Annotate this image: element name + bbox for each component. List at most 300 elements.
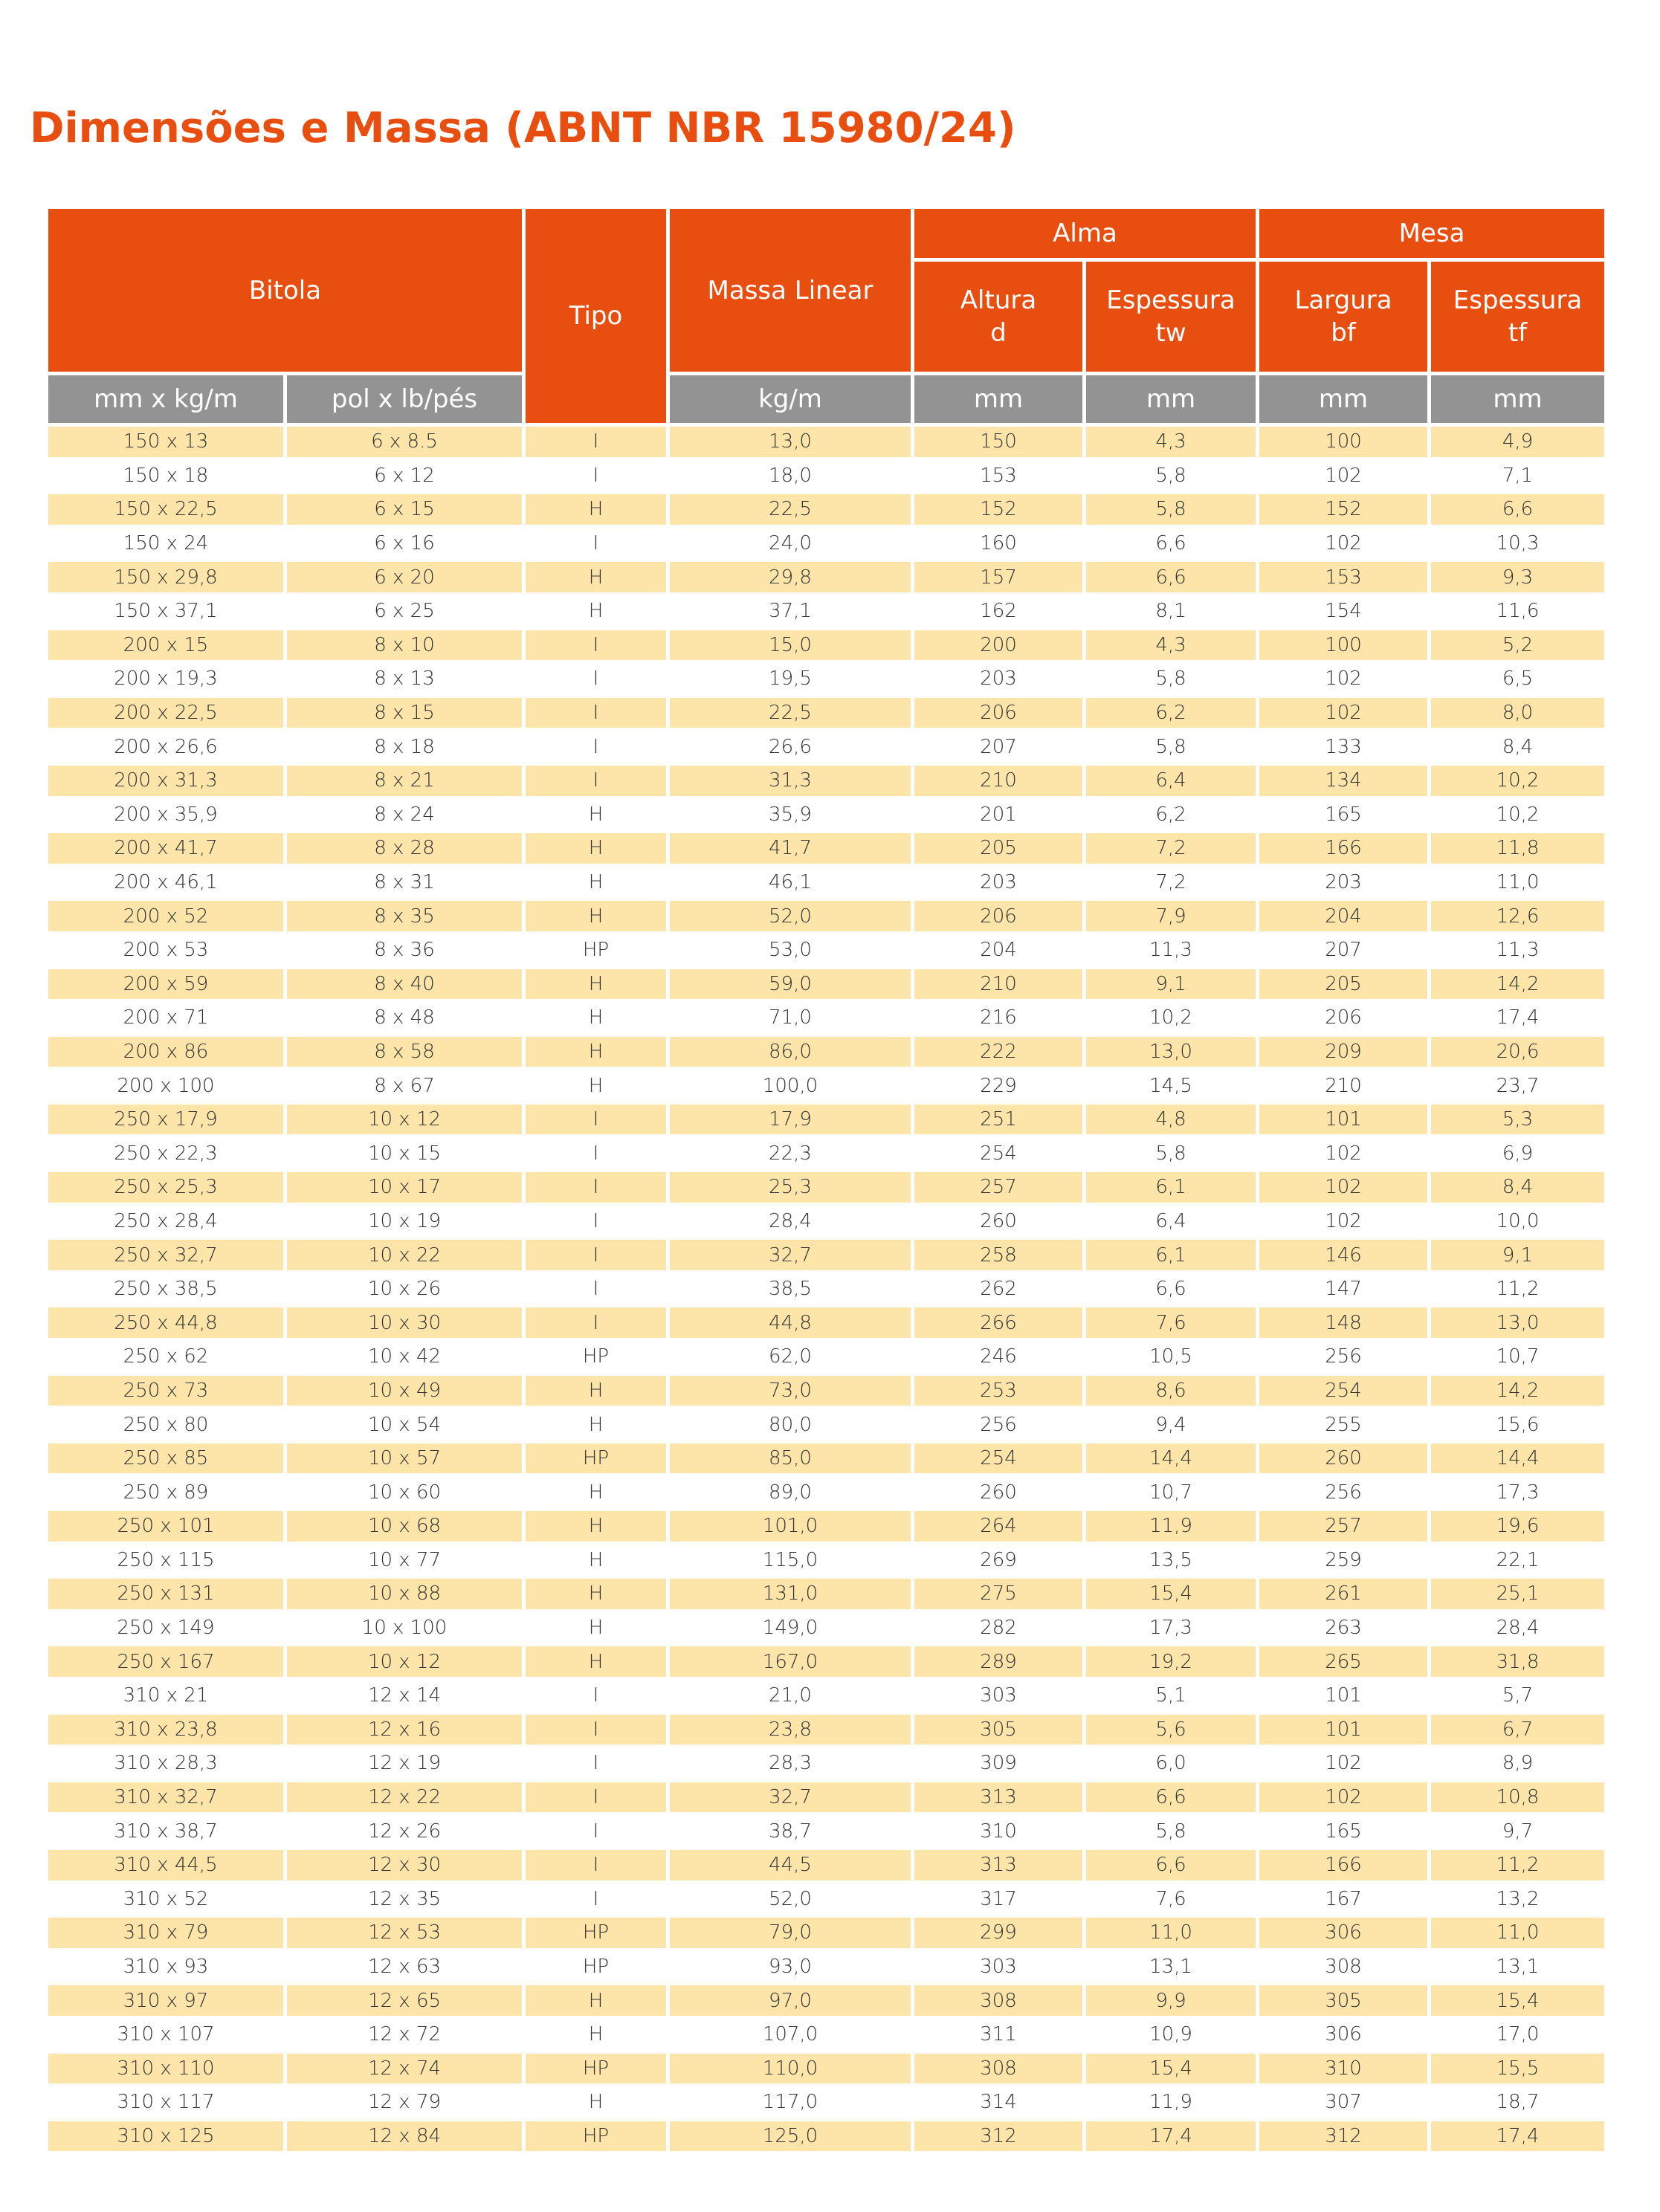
header-massa-linear: Massa Linear <box>670 209 911 372</box>
massa-linear-cell: 44,8 <box>670 1307 911 1338</box>
altura-cell: 204 <box>914 935 1082 966</box>
espessura-alma-cell: 4,8 <box>1086 1105 1256 1135</box>
largura-cell: 102 <box>1259 1138 1427 1168</box>
bitola-pol-cell: 10 x 17 <box>287 1172 522 1203</box>
unit-massa-linear: kg/m <box>670 375 911 423</box>
espessura-alma-cell: 7,2 <box>1086 867 1256 898</box>
espessura-alma-cell: 7,9 <box>1086 901 1256 931</box>
tipo-cell: I <box>526 1748 666 1779</box>
massa-linear-cell: 32,7 <box>670 1782 911 1813</box>
unit-espessura-mesa: mm <box>1431 375 1604 423</box>
massa-linear-cell: 86,0 <box>670 1037 911 1067</box>
bitola-mm-cell: 250 x 167 <box>48 1646 283 1677</box>
massa-linear-cell: 15,0 <box>670 630 911 661</box>
tipo-cell: I <box>526 1206 666 1237</box>
largura-cell: 102 <box>1259 1206 1427 1237</box>
altura-cell: 311 <box>914 2019 1082 2050</box>
table-row <box>48 698 1604 728</box>
table-row <box>48 1715 1604 1745</box>
bitola-mm-cell: 250 x 149 <box>48 1613 283 1643</box>
largura-cell: 100 <box>1259 630 1427 661</box>
table-row <box>48 1342 1604 1372</box>
espessura-alma-cell: 15,4 <box>1086 1579 1256 1609</box>
espessura-mesa-cell: 6,5 <box>1431 664 1604 694</box>
altura-cell: 210 <box>914 969 1082 1000</box>
header-altura <box>914 262 1082 372</box>
table-row <box>48 596 1604 627</box>
espessura-mesa-cell: 17,3 <box>1431 1477 1604 1507</box>
table-row <box>48 1952 1604 1982</box>
bitola-mm-cell: 150 x 22,5 <box>48 494 283 525</box>
altura-cell: 314 <box>914 2087 1082 2118</box>
table-row <box>48 1070 1604 1101</box>
table-row <box>48 935 1604 966</box>
espessura-alma-cell: 6,1 <box>1086 1240 1256 1270</box>
espessura-mesa-cell: 20,6 <box>1431 1037 1604 1067</box>
tipo-cell: I <box>526 1715 666 1745</box>
espessura-mesa-cell: 10,8 <box>1431 1782 1604 1813</box>
header-espessura-mesa-symbol: tf <box>1508 318 1528 348</box>
altura-cell: 257 <box>914 1172 1082 1203</box>
header-largura-symbol: bf <box>1331 318 1356 348</box>
massa-linear-cell: 28,4 <box>670 1206 911 1237</box>
espessura-alma-cell: 6,6 <box>1086 1782 1256 1813</box>
bitola-mm-cell: 310 x 125 <box>48 2121 283 2152</box>
table-row <box>48 1172 1604 1203</box>
table-row <box>48 833 1604 864</box>
largura-cell: 152 <box>1259 494 1427 525</box>
massa-linear-cell: 53,0 <box>670 935 911 966</box>
tipo-cell: H <box>526 867 666 898</box>
bitola-pol-cell: 12 x 26 <box>287 1816 522 1846</box>
altura-cell: 246 <box>914 1342 1082 1372</box>
espessura-alma-cell: 7,2 <box>1086 833 1256 864</box>
espessura-mesa-cell: 17,0 <box>1431 2019 1604 2050</box>
espessura-mesa-cell: 11,2 <box>1431 1274 1604 1304</box>
bitola-pol-cell: 10 x 26 <box>287 1274 522 1304</box>
largura-cell: 102 <box>1259 528 1427 559</box>
bitola-pol-cell: 10 x 68 <box>287 1511 522 1542</box>
unit-espessura-alma: mm <box>1086 375 1256 423</box>
espessura-mesa-cell: 8,4 <box>1431 1172 1604 1203</box>
massa-linear-cell: 23,8 <box>670 1715 911 1745</box>
espessura-mesa-cell: 18,7 <box>1431 2087 1604 2118</box>
largura-cell: 102 <box>1259 1782 1427 1813</box>
altura-cell: 313 <box>914 1782 1082 1813</box>
header-espessura-alma <box>1086 262 1256 372</box>
tipo-cell: I <box>526 1138 666 1168</box>
massa-linear-cell: 131,0 <box>670 1579 911 1609</box>
espessura-mesa-cell: 15,4 <box>1431 1985 1604 2016</box>
altura-cell: 157 <box>914 562 1082 592</box>
largura-cell: 307 <box>1259 2087 1427 2118</box>
massa-linear-cell: 125,0 <box>670 2121 911 2152</box>
tipo-cell: I <box>526 1884 666 1915</box>
altura-cell: 253 <box>914 1376 1082 1406</box>
espessura-alma-cell: 5,8 <box>1086 1138 1256 1168</box>
espessura-mesa-cell: 8,9 <box>1431 1748 1604 1779</box>
altura-cell: 206 <box>914 698 1082 728</box>
altura-cell: 216 <box>914 1003 1082 1033</box>
header-bitola: Bitola <box>48 209 522 372</box>
tipo-cell: H <box>526 969 666 1000</box>
bitola-pol-cell: 12 x 19 <box>287 1748 522 1779</box>
header-espessura-alma-label: Espessura <box>1106 285 1236 315</box>
massa-linear-cell: 149,0 <box>670 1613 911 1643</box>
tipo-cell: HP <box>526 1952 666 1982</box>
espessura-mesa-cell: 11,2 <box>1431 1850 1604 1880</box>
espessura-alma-cell: 7,6 <box>1086 1307 1256 1338</box>
tipo-cell: H <box>526 1545 666 1576</box>
largura-cell: 259 <box>1259 1545 1427 1576</box>
bitola-pol-cell: 8 x 15 <box>287 698 522 728</box>
unit-altura: mm <box>914 375 1082 423</box>
espessura-mesa-cell: 15,6 <box>1431 1409 1604 1440</box>
table-row <box>48 1443 1604 1474</box>
espessura-mesa-cell: 11,3 <box>1431 935 1604 966</box>
table-row <box>48 1816 1604 1846</box>
espessura-mesa-cell: 14,4 <box>1431 1443 1604 1474</box>
bitola-mm-cell: 310 x 44,5 <box>48 1850 283 1880</box>
espessura-alma-cell: 6,1 <box>1086 1172 1256 1203</box>
bitola-pol-cell: 12 x 16 <box>287 1715 522 1745</box>
table-row <box>48 1105 1604 1135</box>
altura-cell: 299 <box>914 1918 1082 1948</box>
largura-cell: 165 <box>1259 800 1427 830</box>
espessura-alma-cell: 17,4 <box>1086 2121 1256 2152</box>
massa-linear-cell: 31,3 <box>670 766 911 796</box>
espessura-alma-cell: 6,6 <box>1086 1274 1256 1304</box>
altura-cell: 275 <box>914 1579 1082 1609</box>
bitola-mm-cell: 200 x 26,6 <box>48 731 283 762</box>
altura-cell: 260 <box>914 1206 1082 1237</box>
tipo-cell: H <box>526 1511 666 1542</box>
largura-cell: 203 <box>1259 867 1427 898</box>
bitola-pol-cell: 10 x 49 <box>287 1376 522 1406</box>
massa-linear-cell: 38,7 <box>670 1816 911 1846</box>
tipo-cell: I <box>526 766 666 796</box>
bitola-pol-cell: 12 x 63 <box>287 1952 522 1982</box>
bitola-mm-cell: 310 x 21 <box>48 1681 283 1711</box>
espessura-alma-cell: 6,6 <box>1086 528 1256 559</box>
bitola-mm-cell: 250 x 44,8 <box>48 1307 283 1338</box>
espessura-alma-cell: 5,8 <box>1086 731 1256 762</box>
bitola-pol-cell: 8 x 13 <box>287 664 522 694</box>
espessura-alma-cell: 4,3 <box>1086 427 1256 457</box>
espessura-alma-cell: 11,0 <box>1086 1918 1256 1948</box>
bitola-mm-cell: 200 x 100 <box>48 1070 283 1101</box>
bitola-pol-cell: 12 x 30 <box>287 1850 522 1880</box>
largura-cell: 305 <box>1259 1985 1427 2016</box>
espessura-mesa-cell: 5,2 <box>1431 630 1604 661</box>
massa-linear-cell: 71,0 <box>670 1003 911 1033</box>
altura-cell: 205 <box>914 833 1082 864</box>
largura-cell: 209 <box>1259 1037 1427 1067</box>
bitola-pol-cell: 12 x 72 <box>287 2019 522 2050</box>
tipo-cell: I <box>526 1105 666 1135</box>
espessura-alma-cell: 9,9 <box>1086 1985 1256 2016</box>
table-row <box>48 1274 1604 1304</box>
largura-cell: 100 <box>1259 427 1427 457</box>
tipo-cell: I <box>526 1782 666 1813</box>
espessura-mesa-cell: 6,6 <box>1431 494 1604 525</box>
altura-cell: 305 <box>914 1715 1082 1745</box>
espessura-alma-cell: 6,4 <box>1086 766 1256 796</box>
massa-linear-cell: 38,5 <box>670 1274 911 1304</box>
header-altura-label: Altura <box>960 285 1037 315</box>
largura-cell: 204 <box>1259 901 1427 931</box>
espessura-mesa-cell: 7,1 <box>1431 461 1604 491</box>
bitola-mm-cell: 200 x 46,1 <box>48 867 283 898</box>
tipo-cell: H <box>526 1376 666 1406</box>
espessura-mesa-cell: 9,1 <box>1431 1240 1604 1270</box>
massa-linear-cell: 52,0 <box>670 901 911 931</box>
massa-linear-cell: 44,5 <box>670 1850 911 1880</box>
table-row <box>48 1477 1604 1507</box>
table-row <box>48 1579 1604 1609</box>
bitola-mm-cell: 250 x 22,3 <box>48 1138 283 1168</box>
bitola-pol-cell: 8 x 67 <box>287 1070 522 1101</box>
bitola-pol-cell: 12 x 22 <box>287 1782 522 1813</box>
bitola-pol-cell: 8 x 24 <box>287 800 522 830</box>
table-row <box>48 800 1604 830</box>
espessura-alma-cell: 10,5 <box>1086 1342 1256 1372</box>
massa-linear-cell: 85,0 <box>670 1443 911 1474</box>
altura-cell: 251 <box>914 1105 1082 1135</box>
bitola-mm-cell: 150 x 13 <box>48 427 283 457</box>
largura-cell: 166 <box>1259 833 1427 864</box>
massa-linear-cell: 22,5 <box>670 494 911 525</box>
bitola-pol-cell: 8 x 48 <box>287 1003 522 1033</box>
massa-linear-cell: 22,5 <box>670 698 911 728</box>
bitola-pol-cell: 6 x 16 <box>287 528 522 559</box>
massa-linear-cell: 22,3 <box>670 1138 911 1168</box>
largura-cell: 165 <box>1259 1816 1427 1846</box>
altura-cell: 201 <box>914 800 1082 830</box>
bitola-pol-cell: 8 x 40 <box>287 969 522 1000</box>
altura-cell: 308 <box>914 2054 1082 2084</box>
bitola-pol-cell: 8 x 28 <box>287 833 522 864</box>
espessura-alma-cell: 5,1 <box>1086 1681 1256 1711</box>
header-largura <box>1259 262 1427 372</box>
espessura-mesa-cell: 13,2 <box>1431 1884 1604 1915</box>
espessura-mesa-cell: 14,2 <box>1431 969 1604 1000</box>
bitola-pol-cell: 12 x 74 <box>287 2054 522 2084</box>
bitola-mm-cell: 200 x 19,3 <box>48 664 283 694</box>
espessura-alma-cell: 6,2 <box>1086 800 1256 830</box>
espessura-mesa-cell: 10,2 <box>1431 800 1604 830</box>
bitola-pol-cell: 6 x 15 <box>287 494 522 525</box>
altura-cell: 152 <box>914 494 1082 525</box>
bitola-mm-cell: 310 x 93 <box>48 1952 283 1982</box>
largura-cell: 261 <box>1259 1579 1427 1609</box>
altura-cell: 289 <box>914 1646 1082 1677</box>
massa-linear-cell: 110,0 <box>670 2054 911 2084</box>
tipo-cell: H <box>526 1070 666 1101</box>
massa-linear-cell: 25,3 <box>670 1172 911 1203</box>
header-group-mesa: Mesa <box>1259 209 1604 258</box>
espessura-mesa-cell: 4,9 <box>1431 427 1604 457</box>
table-row <box>48 2054 1604 2084</box>
bitola-pol-cell: 8 x 35 <box>287 901 522 931</box>
bitola-mm-cell: 250 x 85 <box>48 1443 283 1474</box>
largura-cell: 256 <box>1259 1342 1427 1372</box>
espessura-alma-cell: 14,4 <box>1086 1443 1256 1474</box>
bitola-mm-cell: 310 x 110 <box>48 2054 283 2084</box>
espessura-alma-cell: 10,7 <box>1086 1477 1256 1507</box>
bitola-mm-cell: 200 x 86 <box>48 1037 283 1067</box>
espessura-alma-cell: 11,3 <box>1086 935 1256 966</box>
largura-cell: 167 <box>1259 1884 1427 1915</box>
bitola-mm-cell: 200 x 22,5 <box>48 698 283 728</box>
tipo-cell: H <box>526 901 666 931</box>
bitola-mm-cell: 250 x 80 <box>48 1409 283 1440</box>
espessura-alma-cell: 6,0 <box>1086 1748 1256 1779</box>
massa-linear-cell: 101,0 <box>670 1511 911 1542</box>
largura-cell: 255 <box>1259 1409 1427 1440</box>
bitola-pol-cell: 10 x 77 <box>287 1545 522 1576</box>
table-row <box>48 1850 1604 1880</box>
espessura-alma-cell: 7,6 <box>1086 1884 1256 1915</box>
massa-linear-cell: 29,8 <box>670 562 911 592</box>
espessura-mesa-cell: 28,4 <box>1431 1613 1604 1643</box>
espessura-mesa-cell: 9,7 <box>1431 1816 1604 1846</box>
tipo-cell: HP <box>526 1918 666 1948</box>
bitola-pol-cell: 10 x 22 <box>287 1240 522 1270</box>
espessura-alma-cell: 9,4 <box>1086 1409 1256 1440</box>
bitola-pol-cell: 10 x 42 <box>287 1342 522 1372</box>
massa-linear-cell: 79,0 <box>670 1918 911 1948</box>
bitola-mm-cell: 200 x 35,9 <box>48 800 283 830</box>
altura-cell: 200 <box>914 630 1082 661</box>
bitola-pol-cell: 10 x 12 <box>287 1646 522 1677</box>
bitola-pol-cell: 10 x 19 <box>287 1206 522 1237</box>
altura-cell: 310 <box>914 1816 1082 1846</box>
header-row-units <box>48 375 1604 423</box>
largura-cell: 265 <box>1259 1646 1427 1677</box>
tipo-cell: I <box>526 1681 666 1711</box>
massa-linear-cell: 97,0 <box>670 1985 911 2016</box>
espessura-alma-cell: 11,9 <box>1086 1511 1256 1542</box>
espessura-mesa-cell: 5,3 <box>1431 1105 1604 1135</box>
largura-cell: 102 <box>1259 698 1427 728</box>
espessura-mesa-cell: 10,2 <box>1431 766 1604 796</box>
bitola-mm-cell: 310 x 79 <box>48 1918 283 1948</box>
table-row <box>48 1681 1604 1711</box>
espessura-alma-cell: 13,5 <box>1086 1545 1256 1576</box>
altura-cell: 308 <box>914 1985 1082 2016</box>
espessura-alma-cell: 10,2 <box>1086 1003 1256 1033</box>
massa-linear-cell: 21,0 <box>670 1681 911 1711</box>
altura-cell: 207 <box>914 731 1082 762</box>
bitola-pol-cell: 12 x 79 <box>287 2087 522 2118</box>
espessura-alma-cell: 5,8 <box>1086 664 1256 694</box>
massa-linear-cell: 89,0 <box>670 1477 911 1507</box>
table-row <box>48 494 1604 525</box>
bitola-mm-cell: 200 x 15 <box>48 630 283 661</box>
table-row <box>48 1307 1604 1338</box>
tipo-cell: I <box>526 1850 666 1880</box>
tipo-cell: I <box>526 698 666 728</box>
bitola-mm-cell: 310 x 23,8 <box>48 1715 283 1745</box>
bitola-pol-cell: 10 x 100 <box>287 1613 522 1643</box>
espessura-alma-cell: 6,6 <box>1086 562 1256 592</box>
table-row <box>48 1240 1604 1270</box>
bitola-mm-cell: 250 x 62 <box>48 1342 283 1372</box>
tipo-cell: HP <box>526 1443 666 1474</box>
table-row <box>48 1138 1604 1168</box>
bitola-pol-cell: 8 x 58 <box>287 1037 522 1067</box>
table-row <box>48 867 1604 898</box>
table-row <box>48 630 1604 661</box>
altura-cell: 312 <box>914 2121 1082 2152</box>
tipo-cell: H <box>526 833 666 864</box>
tipo-cell: H <box>526 596 666 627</box>
massa-linear-cell: 41,7 <box>670 833 911 864</box>
altura-cell: 153 <box>914 461 1082 491</box>
tipo-cell: H <box>526 494 666 525</box>
espessura-alma-cell: 17,3 <box>1086 1613 1256 1643</box>
table-header <box>48 209 1604 423</box>
espessura-mesa-cell: 9,3 <box>1431 562 1604 592</box>
espessura-alma-cell: 14,5 <box>1086 1070 1256 1101</box>
altura-cell: 229 <box>914 1070 1082 1101</box>
massa-linear-cell: 93,0 <box>670 1952 911 1982</box>
espessura-mesa-cell: 13,1 <box>1431 1952 1604 1982</box>
espessura-mesa-cell: 13,0 <box>1431 1307 1604 1338</box>
table-row <box>48 1511 1604 1542</box>
espessura-alma-cell: 13,0 <box>1086 1037 1256 1067</box>
bitola-pol-cell: 10 x 88 <box>287 1579 522 1609</box>
tipo-cell: HP <box>526 2121 666 2152</box>
altura-cell: 313 <box>914 1850 1082 1880</box>
largura-cell: 310 <box>1259 2054 1427 2084</box>
table-row <box>48 1748 1604 1779</box>
largura-cell: 210 <box>1259 1070 1427 1101</box>
altura-cell: 160 <box>914 528 1082 559</box>
espessura-alma-cell: 10,9 <box>1086 2019 1256 2050</box>
table-row <box>48 1409 1604 1440</box>
unit-bitola-mm: mm x kg/m <box>48 375 283 423</box>
table-row <box>48 664 1604 694</box>
espessura-mesa-cell: 14,2 <box>1431 1376 1604 1406</box>
largura-cell: 308 <box>1259 1952 1427 1982</box>
bitola-pol-cell: 12 x 53 <box>287 1918 522 1948</box>
tipo-cell: I <box>526 630 666 661</box>
bitola-pol-cell: 6 x 12 <box>287 461 522 491</box>
largura-cell: 153 <box>1259 562 1427 592</box>
bitola-pol-cell: 10 x 12 <box>287 1105 522 1135</box>
bitola-pol-cell: 8 x 36 <box>287 935 522 966</box>
massa-linear-cell: 35,9 <box>670 800 911 830</box>
tipo-cell: I <box>526 427 666 457</box>
largura-cell: 306 <box>1259 1918 1427 1948</box>
bitola-mm-cell: 310 x 38,7 <box>48 1816 283 1846</box>
espessura-mesa-cell: 22,1 <box>1431 1545 1604 1576</box>
tipo-cell: I <box>526 461 666 491</box>
espessura-alma-cell: 4,3 <box>1086 630 1256 661</box>
tipo-cell: I <box>526 1274 666 1304</box>
espessura-mesa-cell: 17,4 <box>1431 2121 1604 2152</box>
massa-linear-cell: 18,0 <box>670 461 911 491</box>
table-row <box>48 1985 1604 2016</box>
header-altura-symbol: d <box>990 318 1007 348</box>
espessura-mesa-cell: 6,7 <box>1431 1715 1604 1745</box>
espessura-mesa-cell: 15,5 <box>1431 2054 1604 2084</box>
espessura-mesa-cell: 11,8 <box>1431 833 1604 864</box>
table-row <box>48 1376 1604 1406</box>
bitola-mm-cell: 310 x 107 <box>48 2019 283 2050</box>
